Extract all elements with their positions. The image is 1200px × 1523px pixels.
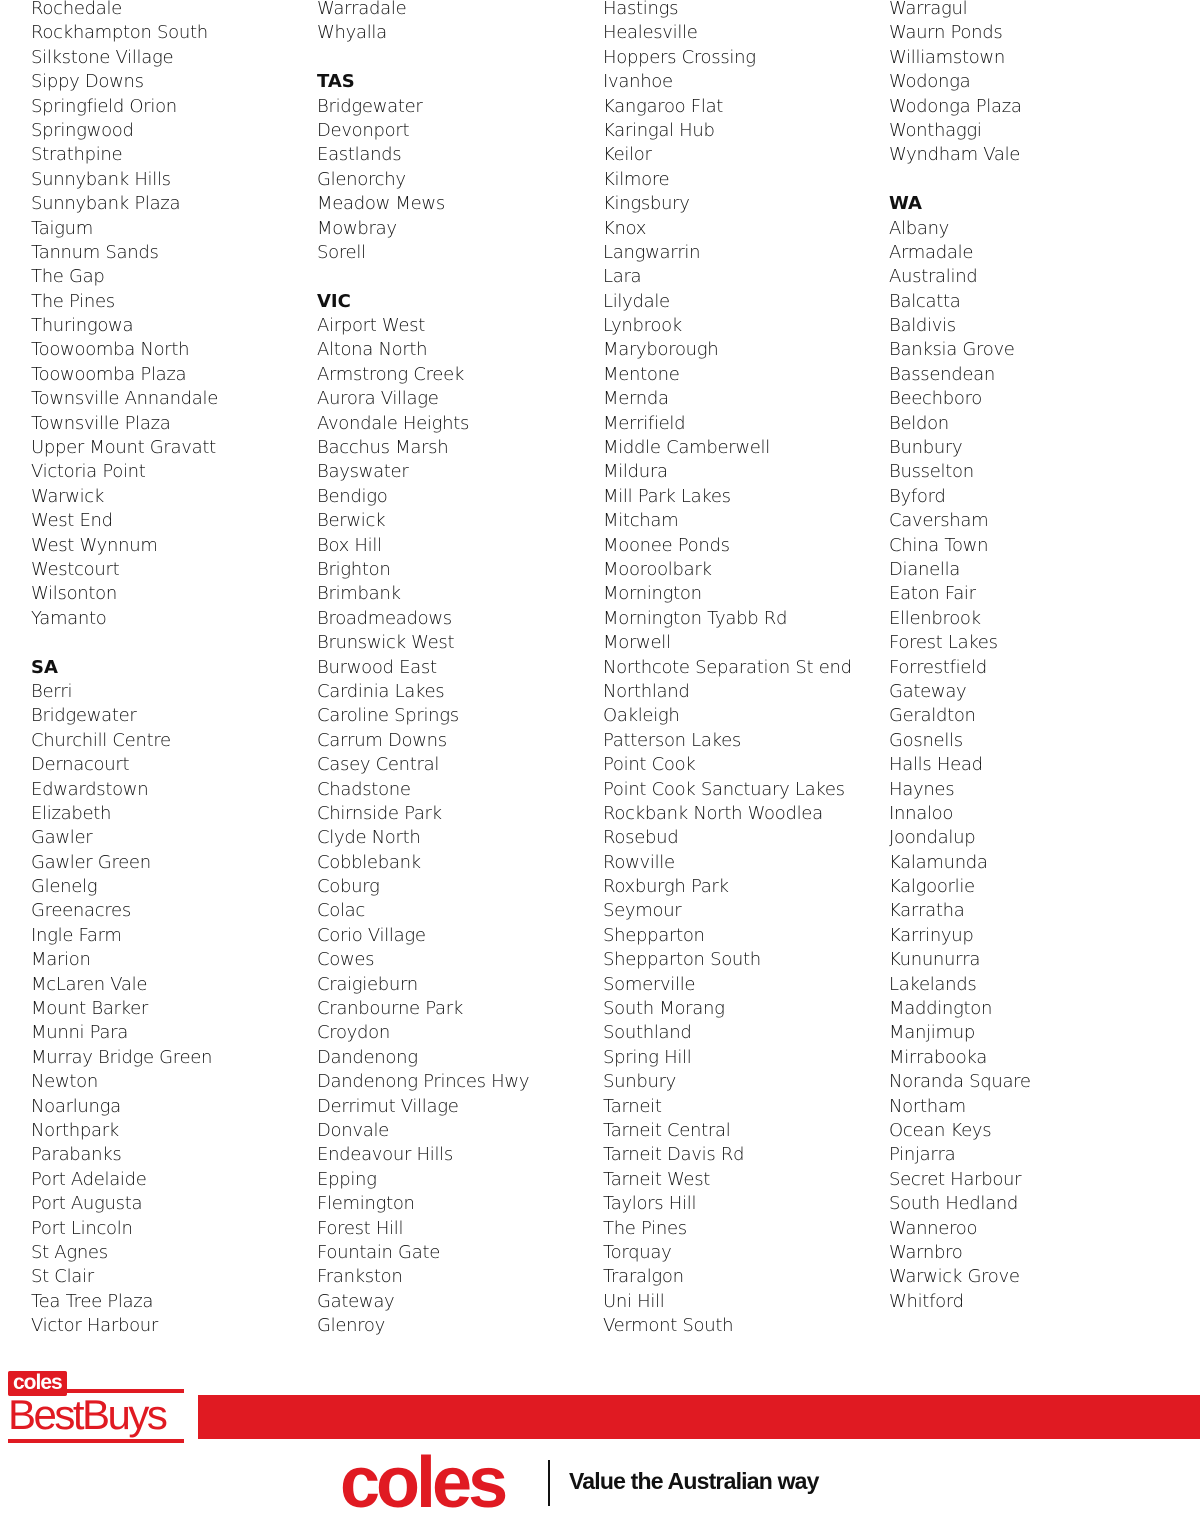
store-name: West Wynnum	[31, 534, 158, 556]
logo-coles-badge: coles	[8, 1371, 67, 1396]
store-name: Mornington Tyabb Rd	[603, 607, 788, 629]
store-name: Glenorchy	[317, 168, 406, 190]
store-name: Merrifield	[603, 412, 686, 434]
store-name: Mildura	[603, 461, 668, 483]
store-name: Wilsonton	[31, 583, 117, 605]
store-name: Wanneroo	[889, 1217, 978, 1239]
store-name: Sunbury	[603, 1071, 677, 1093]
store-name: Tarneit	[603, 1095, 662, 1117]
store-name: Port Lincoln	[31, 1217, 133, 1239]
store-name: Point Cook Sanctuary Lakes	[603, 778, 845, 800]
store-name: Lara	[603, 266, 642, 288]
store-name: Bassendean	[889, 363, 995, 385]
store-name: Broadmeadows	[317, 607, 452, 629]
store-name: Knox	[603, 217, 647, 239]
store-name: Warwick Grove	[889, 1266, 1020, 1288]
store-name: Warradale	[317, 0, 407, 19]
footer-red-banner	[198, 1395, 1200, 1439]
store-name: Eaton Fair	[889, 583, 976, 605]
store-name: Tarneit Central	[603, 1119, 731, 1141]
state-heading: WA	[889, 193, 922, 215]
store-name: Tea Tree Plaza	[31, 1290, 154, 1312]
store-name: Rowville	[603, 851, 675, 873]
store-name: Clyde North	[317, 827, 421, 849]
store-name: Townsville Annandale	[31, 388, 219, 410]
store-name: Croydon	[317, 1022, 390, 1044]
store-name: Rochedale	[31, 0, 122, 19]
store-name: Middle Camberwell	[603, 437, 770, 459]
store-name: Warragul	[889, 0, 968, 19]
logo-best-buys-text: BestBuys	[8, 1391, 166, 1438]
store-name: Warnbro	[889, 1241, 963, 1263]
store-name: Strathpine	[31, 144, 123, 166]
store-name: Busselton	[889, 461, 974, 483]
store-name: Halls Head	[889, 754, 983, 776]
store-name: Patterson Lakes	[603, 729, 741, 751]
store-name: Munni Para	[31, 1022, 128, 1044]
store-name: Chirnside Park	[317, 802, 442, 824]
store-name: Tannum Sands	[31, 241, 159, 263]
store-name: West End	[31, 510, 113, 532]
store-name: Carrum Downs	[317, 729, 447, 751]
store-name: Forest Lakes	[889, 632, 998, 654]
store-name: Mill Park Lakes	[603, 485, 731, 507]
store-column-2	[317, 0, 602, 1338]
store-name: Caversham	[889, 510, 989, 532]
store-name: Brighton	[317, 558, 391, 580]
store-column-3	[603, 0, 888, 1338]
store-name: Joondalup	[889, 827, 976, 849]
section-gap	[317, 265, 602, 289]
store-name: Victor Harbour	[31, 1315, 159, 1337]
store-name: Greenacres	[31, 900, 131, 922]
store-name: Parabanks	[31, 1144, 122, 1166]
store-name: Forest Hill	[317, 1217, 404, 1239]
store-name: Warwick	[31, 485, 105, 507]
store-name: Noranda Square	[889, 1071, 1031, 1093]
store-name: Balcatta	[889, 290, 961, 312]
store-name: South Morang	[603, 998, 725, 1020]
store-name: Coburg	[317, 876, 380, 898]
store-name: Glenroy	[317, 1315, 386, 1337]
store-name: Roxburgh Park	[603, 876, 729, 898]
logo-rule-bottom	[8, 1439, 184, 1443]
store-name: Cardinia Lakes	[317, 680, 445, 702]
store-name: Healesville	[603, 22, 698, 44]
store-column-1	[31, 0, 316, 1338]
store-name: Edwardstown	[31, 778, 149, 800]
store-name: Mornington	[603, 583, 702, 605]
store-name: Thuringowa	[31, 315, 134, 337]
store-name: Williamstown	[889, 46, 1005, 68]
store-name: Karingal Hub	[603, 119, 715, 141]
store-name: Wodonga	[889, 71, 971, 93]
section-gap	[317, 46, 602, 70]
coles-best-buys-logo	[8, 1371, 184, 1445]
store-name: Victoria Point	[31, 461, 146, 483]
store-name: Toowoomba North	[31, 339, 190, 361]
store-name: Forrestfield	[889, 656, 987, 678]
store-name: McLaren Vale	[31, 973, 148, 995]
store-name: Karrinyup	[889, 924, 974, 946]
store-name: Silkstone Village	[31, 46, 174, 68]
store-name: Townsville Plaza	[31, 412, 171, 434]
store-name: Dernacourt	[31, 754, 130, 776]
store-name: Morwell	[603, 632, 671, 654]
store-name: Devonport	[317, 119, 410, 141]
store-name: Dandenong Princes Hwy	[317, 1071, 530, 1093]
store-name: Yamanto	[31, 607, 107, 629]
store-name: Tarneit West	[603, 1168, 711, 1190]
store-name: Mentone	[603, 363, 680, 385]
store-name: Colac	[317, 900, 366, 922]
store-name: Murray Bridge Green	[31, 1046, 213, 1068]
tagline: Value the Australian way	[569, 1468, 819, 1494]
store-name: Chadstone	[317, 778, 411, 800]
store-name: Mowbray	[317, 217, 397, 239]
store-name: Brunswick West	[317, 632, 455, 654]
store-name: Kalgoorlie	[889, 876, 975, 898]
store-name: Wodonga Plaza	[889, 95, 1022, 117]
store-name: Ellenbrook	[889, 607, 981, 629]
store-name: St Agnes	[31, 1241, 108, 1263]
store-name: Springfield Orion	[31, 95, 177, 117]
store-name: Point Cook	[603, 754, 696, 776]
state-heading: TAS	[317, 71, 355, 93]
store-name: Airport West	[317, 315, 425, 337]
store-name: Dianella	[889, 558, 961, 580]
store-name: Fountain Gate	[317, 1241, 440, 1263]
store-name: Caroline Springs	[317, 705, 459, 727]
store-name: Avondale Heights	[317, 412, 470, 434]
store-name: Altona North	[317, 339, 428, 361]
store-name: Beldon	[889, 412, 949, 434]
store-column-4	[889, 0, 1174, 1314]
store-name: Byford	[889, 485, 946, 507]
store-name: Endeavour Hills	[317, 1144, 453, 1166]
store-name: Taigum	[31, 217, 93, 239]
store-name: Sunnybank Plaza	[31, 193, 181, 215]
store-name: Corio Village	[317, 924, 426, 946]
store-name: Southland	[603, 1022, 692, 1044]
store-name: Baldivis	[889, 315, 956, 337]
store-name: Moonee Ponds	[603, 534, 730, 556]
store-name: Wyndham Vale	[889, 144, 1021, 166]
store-name: Kilmore	[603, 168, 670, 190]
store-name: Cranbourne Park	[317, 998, 463, 1020]
store-name: Bayswater	[317, 461, 409, 483]
store-name: Aurora Village	[317, 388, 439, 410]
store-name: Hoppers Crossing	[603, 46, 756, 68]
store-name: Kalamunda	[889, 851, 988, 873]
store-name: Albany	[889, 217, 950, 239]
store-name: Rockhampton South	[31, 22, 208, 44]
store-name: St Clair	[31, 1266, 94, 1288]
store-name: Ocean Keys	[889, 1119, 992, 1141]
store-name: Armadale	[889, 241, 974, 263]
store-name: Gateway	[317, 1290, 395, 1312]
store-name: Berwick	[317, 510, 386, 532]
store-name: Secret Harbour	[889, 1168, 1022, 1190]
store-name: Derrimut Village	[317, 1095, 459, 1117]
store-name: Sippy Downs	[31, 71, 144, 93]
store-name: Noarlunga	[31, 1095, 121, 1117]
state-heading: SA	[31, 656, 58, 678]
store-name: South Hedland	[889, 1193, 1019, 1215]
store-name: Elizabeth	[31, 802, 112, 824]
store-name: Northcote Separation St end	[603, 656, 852, 678]
store-name: Cobblebank	[317, 851, 421, 873]
store-name: Port Augusta	[31, 1193, 143, 1215]
store-name: Cowes	[317, 949, 375, 971]
store-name: Gawler	[31, 827, 93, 849]
store-name: Armstrong Creek	[317, 363, 464, 385]
store-name: Sorell	[317, 241, 366, 263]
store-name: Ingle Farm	[31, 924, 122, 946]
store-name: Lynbrook	[603, 315, 682, 337]
store-name: Brimbank	[317, 583, 401, 605]
store-name: Frankston	[317, 1266, 403, 1288]
store-name: Epping	[317, 1168, 377, 1190]
store-name: Whyalla	[317, 22, 387, 44]
store-name: Gawler Green	[31, 851, 151, 873]
store-name: Donvale	[317, 1119, 389, 1141]
store-name: Glenelg	[31, 876, 98, 898]
store-name: Ivanhoe	[603, 71, 673, 93]
store-name: Craigieburn	[317, 973, 418, 995]
store-name: Keilor	[603, 144, 652, 166]
store-name: Bendigo	[317, 485, 388, 507]
store-name: Sunnybank Hills	[31, 168, 171, 190]
store-name: Innaloo	[889, 802, 954, 824]
store-name: Tarneit Davis Rd	[603, 1144, 745, 1166]
store-name: Casey Central	[317, 754, 440, 776]
section-gap	[31, 631, 316, 655]
store-name: The Pines	[603, 1217, 687, 1239]
store-name: Mount Barker	[31, 998, 149, 1020]
store-name: Shepparton	[603, 924, 705, 946]
store-name: Kingsbury	[603, 193, 690, 215]
store-name: Spring Hill	[603, 1046, 692, 1068]
store-name: Lakelands	[889, 973, 977, 995]
store-name: Gateway	[889, 680, 967, 702]
store-name: Mooroolbark	[603, 558, 712, 580]
store-name: Newton	[31, 1071, 98, 1093]
store-name: Taylors Hill	[603, 1193, 697, 1215]
store-name: Bacchus Marsh	[317, 437, 449, 459]
store-name: The Pines	[31, 290, 115, 312]
store-name: Westcourt	[31, 558, 120, 580]
store-name: Wonthaggi	[889, 119, 982, 141]
store-name: Lilydale	[603, 290, 670, 312]
store-name: Langwarrin	[603, 241, 701, 263]
store-name: Northam	[889, 1095, 966, 1117]
store-name: Whitford	[889, 1290, 964, 1312]
store-name: Gosnells	[889, 729, 963, 751]
store-name: Bridgewater	[31, 705, 137, 727]
state-heading: VIC	[317, 290, 351, 312]
store-name: Beechboro	[889, 388, 982, 410]
store-name: Uni Hill	[603, 1290, 665, 1312]
store-name: Mirrabooka	[889, 1046, 987, 1068]
store-name: Rosebud	[603, 827, 679, 849]
store-name: Mernda	[603, 388, 669, 410]
store-name: Springwood	[31, 119, 134, 141]
store-name: Vermont South	[603, 1315, 734, 1337]
store-name: Marion	[31, 949, 91, 971]
store-name: Toowoomba Plaza	[31, 363, 187, 385]
store-name: Somerville	[603, 973, 696, 995]
store-name: Northland	[603, 680, 690, 702]
store-name: Torquay	[603, 1241, 672, 1263]
store-name: Mitcham	[603, 510, 679, 532]
store-name: Manjimup	[889, 1022, 975, 1044]
store-name: Port Adelaide	[31, 1168, 147, 1190]
coles-logo: coles	[340, 1443, 505, 1523]
store-name: Shepparton South	[603, 949, 761, 971]
store-name: Churchill Centre	[31, 729, 171, 751]
footer-divider	[548, 1460, 550, 1506]
store-name: Bunbury	[889, 437, 963, 459]
section-gap	[889, 168, 1174, 192]
store-name: Traralgon	[603, 1266, 684, 1288]
store-name: Pinjarra	[889, 1144, 956, 1166]
store-name: Hastings	[603, 0, 679, 19]
store-name: Australind	[889, 266, 978, 288]
store-name: Berri	[31, 680, 73, 702]
store-name: Seymour	[603, 900, 682, 922]
store-name: Bridgewater	[317, 95, 423, 117]
store-name: Burwood East	[317, 656, 437, 678]
store-name: The Gap	[31, 266, 105, 288]
store-name: Haynes	[889, 778, 955, 800]
store-name: Oakleigh	[603, 705, 680, 727]
store-name: Maddington	[889, 998, 993, 1020]
store-name: Maryborough	[603, 339, 719, 361]
store-name: Geraldton	[889, 705, 976, 727]
store-name: Waurn Ponds	[889, 22, 1003, 44]
store-name: Upper Mount Gravatt	[31, 437, 216, 459]
store-name: Box Hill	[317, 534, 382, 556]
store-name: Kununurra	[889, 949, 981, 971]
store-name: Dandenong	[317, 1046, 418, 1068]
store-name: Banksia Grove	[889, 339, 1015, 361]
store-name: Meadow Mews	[317, 193, 445, 215]
store-name: Karratha	[889, 900, 965, 922]
store-name: Flemington	[317, 1193, 415, 1215]
store-name: Eastlands	[317, 144, 402, 166]
store-name: Kangaroo Flat	[603, 95, 724, 117]
store-name: Northpark	[31, 1119, 119, 1141]
store-name: Rockbank North Woodlea	[603, 802, 823, 824]
store-name: China Town	[889, 534, 989, 556]
